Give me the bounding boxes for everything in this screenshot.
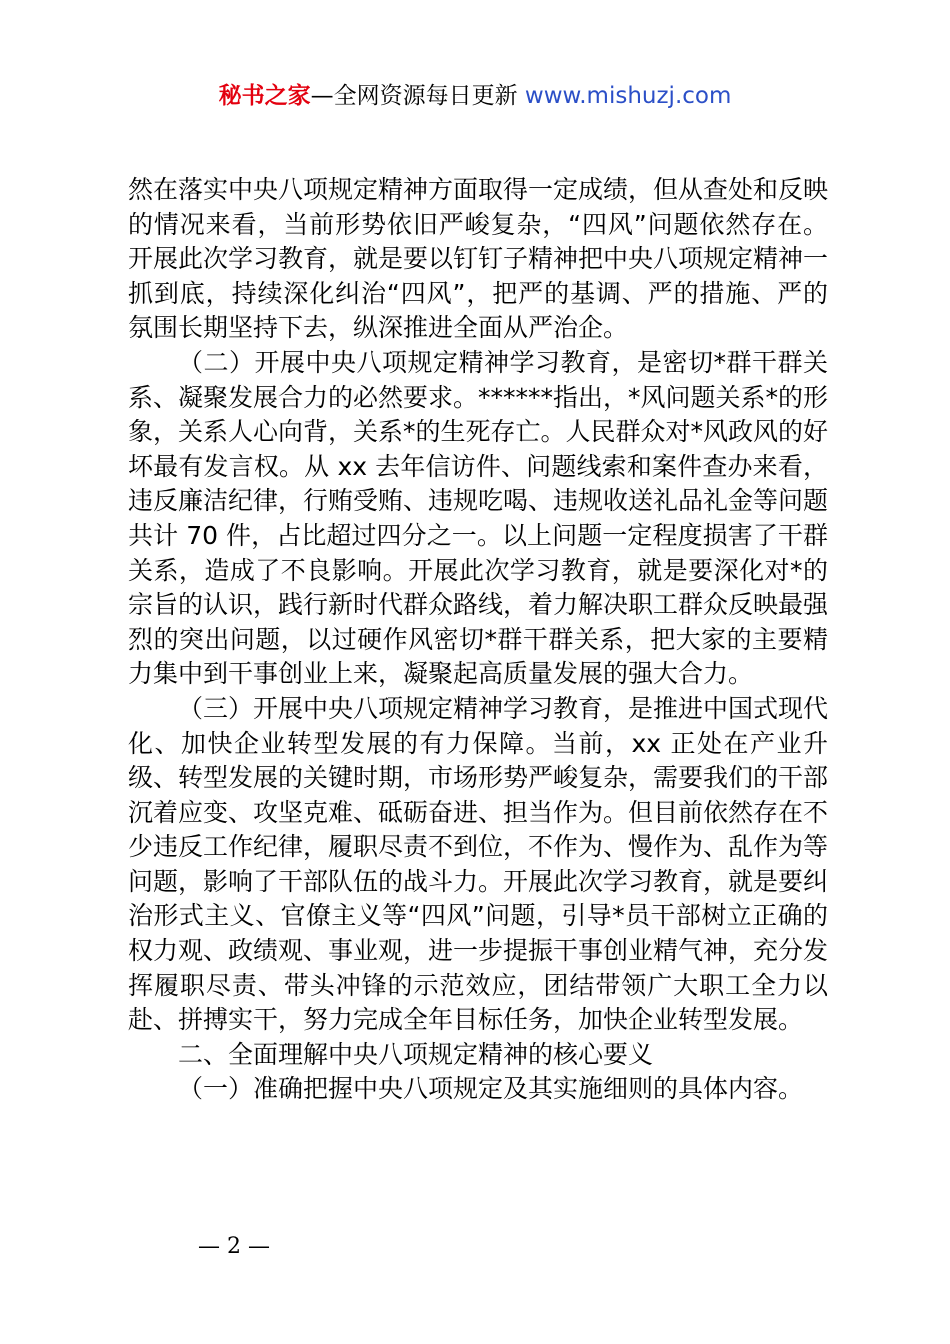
- section-heading-2: 二、全面理解中央八项规定精神的核心要义: [178, 1039, 654, 1069]
- paragraph-section-2: （二）开展中央八项规定精神学习教育，是密切*群干群关系、凝聚发展合力的必然要求。******指出，*风问题关系*的形象，关系人心向背，关系*的生死存亡。人民群众对*风政风的好坏最有发言权。从 xx 去年信访件、问题线索和案件查办来看，违反廉洁纪律，行贿受贿、违规吃喝、违规收送礼品礼金等问题共计 70 件，占比超过四分之一。以上问题一定程度损害了干群关系，造成了不良影响。开展此次学习教育，就是要深化对*的宗旨的认识，践行新时代群众路线，着力解决职工群众反映最强烈的突出问题，以过硬作风密切*群干群关系，把大家的主要精力集中到干事创业上来，凝聚起高质量发展的强大合力。: [128, 347, 829, 689]
- paragraph-section-3: （三）开展中央八项规定精神学习教育，是推进中国式现代化、加快企业转型发展的有力保障。当前，xx 正处在产业升级、转型发展的关键时期，市场形势严峻复杂，需要我们的干部沉着应变、攻坚克难、砥砺奋进、担当作为。但目前依然存在不少违反工作纪律，履职尽责不到位，不作为、慢作为、乱作为等问题，影响了干部队伍的战斗力。开展此次学习教育，就是要纠治形式主义、官僚主义等“四风”问题，引导*员干部树立正确的权力观、政绩观、事业观，进一步提振干事创业精气神，充分发挥履职尽责、带头冲锋的示范效应，团结带领广大职工全力以赴、拼搏实干，努力完成全年目标任务，加快企业转型发展。: [128, 693, 829, 1035]
- page-number: — 2 —: [198, 1234, 270, 1259]
- page-header: [0, 78, 950, 114]
- paragraph-continuation: 然在落实中央八项规定精神方面取得一定成绩，但从查处和反映的情况来看，当前形势依旧严峻复杂，“四风”问题依然存在。开展此次学习教育，就是要以钉钉子精神把中央八项规定精神一抓到底，持续深化纠治“四风”，把严的基调、严的措施、严的氛围长期坚持下去，纵深推进全面从严治企。: [128, 175, 829, 343]
- document-body: [128, 173, 828, 1107]
- subsection-heading-1: （一）准确把握中央八项规定及其实施细则的具体内容。: [178, 1074, 804, 1104]
- header-tagline: —全网资源每日更新: [310, 83, 525, 109]
- header-site-link[interactable]: www.mishuzj.com: [524, 83, 732, 109]
- header-brand: 秘书之家: [218, 83, 311, 109]
